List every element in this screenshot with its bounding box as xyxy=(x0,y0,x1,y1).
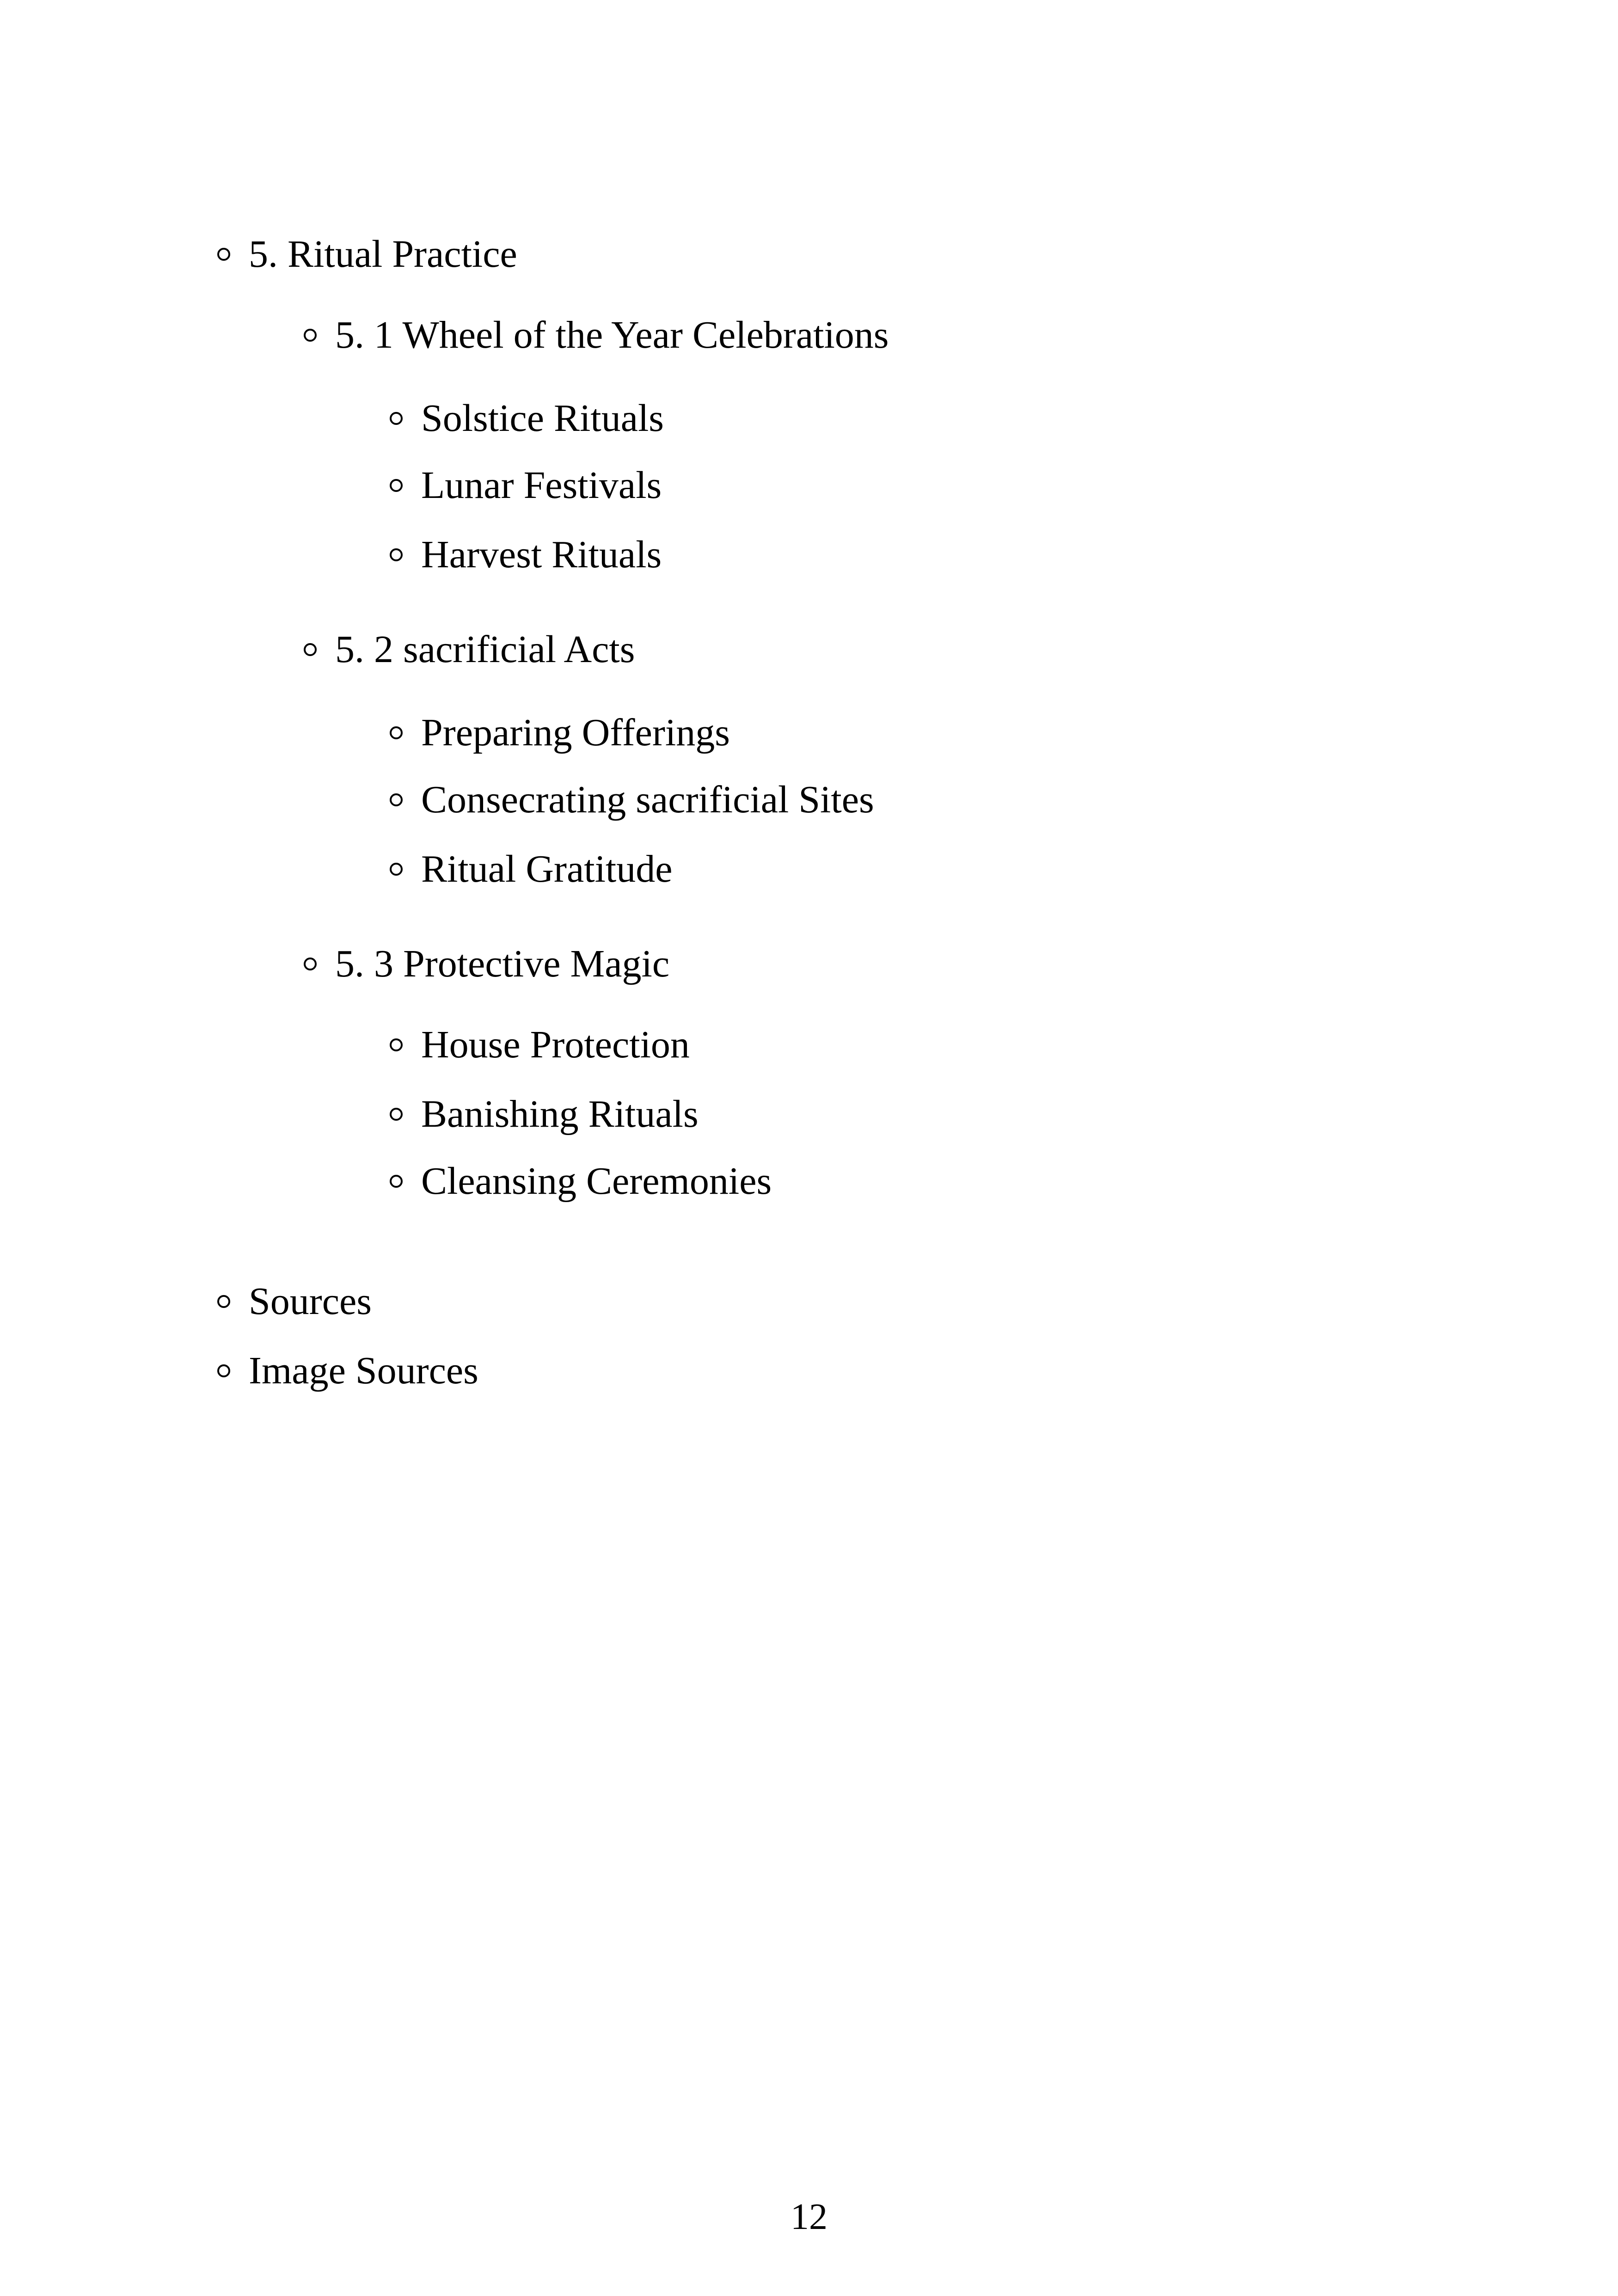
toc-entry-label: House Protection xyxy=(421,1023,690,1066)
toc-entry-banishing-rituals xyxy=(390,1091,699,1137)
toc-entry-ritual-practice xyxy=(217,231,517,277)
bullet-circle-icon xyxy=(304,958,317,970)
toc-entry-house-protection xyxy=(390,1022,690,1068)
toc-entry-label: 5. 1 Wheel of the Year Celebrations xyxy=(335,313,889,356)
toc-entry-wheel-of-the-year xyxy=(304,312,889,358)
toc-entry-label: Image Sources xyxy=(249,1349,478,1392)
toc-entry-label: 5. Ritual Practice xyxy=(249,233,517,276)
toc-entry-preparing-offerings xyxy=(390,710,730,756)
bullet-circle-icon xyxy=(390,793,403,806)
toc-entry-label: Lunar Festivals xyxy=(421,464,662,507)
toc-entry-consecrating-sites xyxy=(390,777,874,823)
bullet-circle-icon xyxy=(390,479,403,492)
bullet-circle-icon xyxy=(304,643,317,656)
bullet-circle-icon xyxy=(390,1175,403,1188)
toc-entry-cleansing-ceremonies xyxy=(390,1158,772,1204)
bullet-circle-icon xyxy=(390,1108,403,1121)
toc-entry-protective-magic xyxy=(304,941,669,987)
toc-entry-image-sources xyxy=(217,1348,478,1394)
toc-entry-label: Banishing Rituals xyxy=(421,1093,699,1136)
bullet-circle-icon xyxy=(217,248,230,261)
page-number: 12 xyxy=(791,2197,827,2237)
bullet-circle-icon xyxy=(390,412,403,425)
bullet-circle-icon xyxy=(390,863,403,876)
toc-entry-label: Cleansing Ceremonies xyxy=(421,1160,772,1203)
toc-entry-ritual-gratitude xyxy=(390,846,673,892)
toc-entry-label: Ritual Gratitude xyxy=(421,847,673,890)
bullet-circle-icon xyxy=(217,1295,230,1308)
toc-entry-harvest-rituals xyxy=(390,532,662,578)
bullet-circle-icon xyxy=(304,329,317,342)
toc-entry-label: 5. 3 Protective Magic xyxy=(335,942,670,985)
toc-entry-label: 5. 2 sacrificial Acts xyxy=(335,628,635,671)
toc-entry-sacrificial-acts xyxy=(304,626,635,673)
toc-entry-solstice-rituals xyxy=(390,395,664,442)
bullet-circle-icon xyxy=(390,726,403,739)
toc-entry-label: Sources xyxy=(249,1280,372,1323)
bullet-circle-icon xyxy=(390,548,403,561)
bullet-circle-icon xyxy=(390,1038,403,1051)
toc-entry-label: Preparing Offerings xyxy=(421,711,730,754)
toc-entry-label: Harvest Rituals xyxy=(421,533,662,576)
toc-entry-label: Consecrating sacrificial Sites xyxy=(421,778,874,821)
toc-entry-lunar-festivals xyxy=(390,462,662,509)
bullet-circle-icon xyxy=(217,1364,230,1377)
toc-entry-label: Solstice Rituals xyxy=(421,397,664,440)
toc-entry-sources xyxy=(217,1278,372,1325)
